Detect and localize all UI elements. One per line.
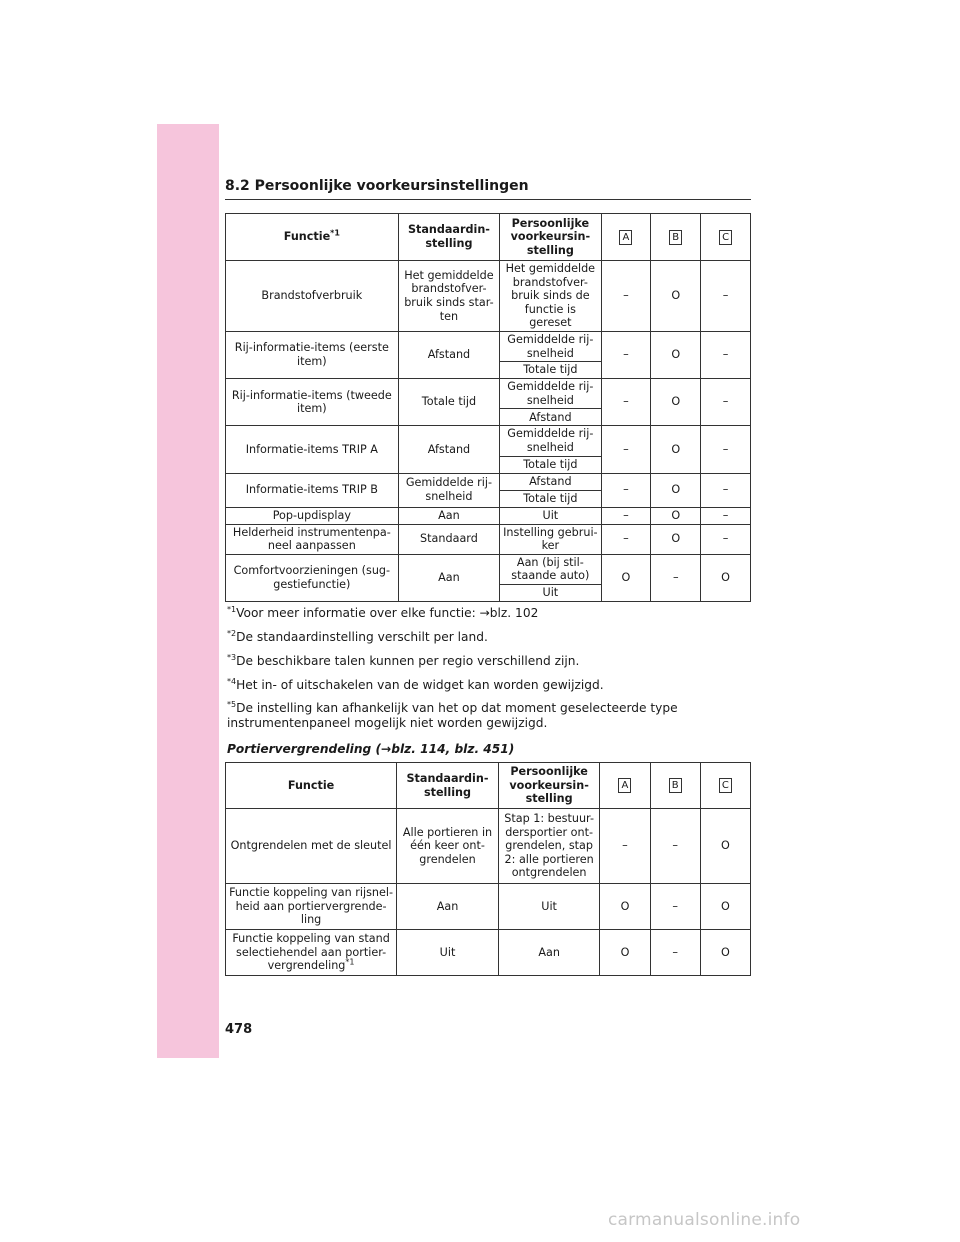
footnote: $^{*4}$Het in- of uitschakelen van de widget kan worden gewijzigd. bbox=[227, 676, 604, 692]
cell-a: – bbox=[601, 524, 651, 554]
cell-functie: Ontgrendelen met de sleutel bbox=[226, 809, 397, 884]
pink-sidebar bbox=[157, 124, 219, 1058]
cell-standaard: Het gemiddelde brandstofver-bruik sinds star-ten bbox=[398, 261, 500, 332]
cell-functie: Functie koppeling van stand selectiehendel aan portier-vergrendeling$^{*1}$ bbox=[226, 930, 397, 976]
cell-a: – bbox=[601, 331, 651, 378]
cell-persoonlijk-alt: Afstand bbox=[500, 409, 601, 426]
cell-a: – bbox=[601, 261, 651, 332]
cell-a: – bbox=[601, 507, 651, 524]
cell-functie: Helderheid instrumentenpa-neel aanpassen bbox=[226, 524, 399, 554]
cell-persoonlijk: Stap 1: bestuur-dersportier ont-grendelen, stap 2: alle portieren ontgrendelen bbox=[498, 809, 600, 884]
cell-b: O bbox=[651, 426, 701, 473]
cell-standaard: Afstand bbox=[398, 426, 500, 473]
table-header-row bbox=[226, 763, 751, 809]
cell-persoonlijk-alt: Totale tijd bbox=[500, 490, 601, 507]
cell-b: – bbox=[650, 930, 700, 976]
table-row bbox=[226, 930, 751, 976]
page-number: 478 bbox=[225, 1022, 253, 1037]
table-row bbox=[226, 261, 751, 332]
cell-c: – bbox=[701, 379, 751, 426]
header-a bbox=[601, 214, 651, 261]
footnote: $^{*1}$Voor meer informatie over elke functie: →blz. 102 bbox=[227, 604, 539, 620]
cell-standaard: Standaard bbox=[398, 524, 500, 554]
cell-persoonlijk: Afstand bbox=[500, 473, 601, 490]
table-row bbox=[226, 331, 751, 361]
cell-persoonlijk-alt: Totale tijd bbox=[500, 362, 601, 379]
cell-c: O bbox=[700, 809, 750, 884]
box-letter-c: C bbox=[719, 778, 732, 793]
door-lock-table bbox=[225, 762, 751, 976]
footnote: $^{*3}$De beschikbare talen kunnen per regio verschillend zijn. bbox=[227, 652, 580, 668]
cell-persoonlijk: Uit bbox=[498, 884, 600, 930]
header-a bbox=[600, 763, 650, 809]
footnote: $^{*2}$De standaardinstelling verschilt per land. bbox=[227, 628, 488, 644]
cell-b: O bbox=[651, 473, 701, 507]
box-letter-c: C bbox=[719, 230, 732, 245]
cell-b: – bbox=[650, 809, 700, 884]
table-row bbox=[226, 507, 751, 524]
cell-a: O bbox=[600, 930, 650, 976]
table-header-row bbox=[226, 214, 751, 261]
cell-c: – bbox=[701, 473, 751, 507]
cell-persoonlijk: Uit bbox=[500, 507, 601, 524]
table-row bbox=[226, 379, 751, 409]
table-row bbox=[226, 884, 751, 930]
cell-standaard: Aan bbox=[398, 507, 500, 524]
table-row bbox=[226, 554, 751, 584]
cell-c: O bbox=[700, 884, 750, 930]
cell-persoonlijk: Gemiddelde rij-snelheid bbox=[500, 379, 601, 409]
cell-functie: Rij-informatie-items (tweede item) bbox=[226, 379, 399, 426]
box-letter-a: A bbox=[618, 778, 631, 793]
box-letter-b: B bbox=[669, 230, 682, 245]
cell-persoonlijk-alt: Totale tijd bbox=[500, 456, 601, 473]
cell-standaard: Aan bbox=[397, 884, 499, 930]
header-functie: Functie$^{*1}$ bbox=[226, 214, 399, 261]
cell-standaard: Gemiddelde rij-snelheid bbox=[398, 473, 500, 507]
cell-functie: Brandstofverbruik bbox=[226, 261, 399, 332]
header-b bbox=[650, 763, 700, 809]
header-b bbox=[651, 214, 701, 261]
cell-b: O bbox=[651, 524, 701, 554]
cell-persoonlijk: Aan bbox=[498, 930, 600, 976]
cell-a: – bbox=[601, 426, 651, 473]
header-c bbox=[700, 763, 750, 809]
cell-standaard: Alle portieren in één keer ont-grendelen bbox=[397, 809, 499, 884]
footnote: $^{*5}$De instelling kan afhankelijk van het op dat moment geselecteerde type instrumentenpaneel mogelijk niet worden gewijzigd. bbox=[227, 699, 678, 730]
subheading-portiervergrendeling: Portiervergrendeling (→blz. 114, blz. 451) bbox=[227, 742, 515, 756]
header-functie: Functie bbox=[226, 763, 397, 809]
table-row bbox=[226, 809, 751, 884]
cell-standaard: Aan bbox=[398, 554, 500, 601]
header-c bbox=[701, 214, 751, 261]
cell-c: – bbox=[701, 524, 751, 554]
cell-a: – bbox=[600, 809, 650, 884]
box-letter-a: A bbox=[619, 230, 632, 245]
cell-a: O bbox=[600, 884, 650, 930]
cell-persoonlijk: Aan (bij stil-staande auto) bbox=[500, 554, 601, 584]
cell-c: – bbox=[701, 426, 751, 473]
cell-persoonlijk: Het gemiddelde brandstofver-bruik sinds de functie is gereset bbox=[500, 261, 601, 332]
header-persoonlijk: Persoonlijke voorkeursin-stelling bbox=[498, 763, 600, 809]
settings-table bbox=[225, 213, 751, 602]
cell-functie: Informatie-items TRIP A bbox=[226, 426, 399, 473]
box-letter-b: B bbox=[669, 778, 682, 793]
cell-c: – bbox=[701, 261, 751, 332]
table-row bbox=[226, 426, 751, 456]
cell-standaard: Totale tijd bbox=[398, 379, 500, 426]
cell-persoonlijk-alt: Uit bbox=[500, 584, 601, 601]
cell-c: O bbox=[701, 554, 751, 601]
cell-persoonlijk: Gemiddelde rij-snelheid bbox=[500, 331, 601, 361]
table-row bbox=[226, 473, 751, 490]
section-divider bbox=[225, 199, 751, 200]
cell-a: – bbox=[601, 473, 651, 507]
cell-functie: Comfortvoorzieningen (sug-gestiefunctie) bbox=[226, 554, 399, 601]
cell-b: O bbox=[651, 331, 701, 378]
header-standaard: Standaardin-stelling bbox=[397, 763, 499, 809]
header-persoonlijk: Persoonlijke voorkeursin-stelling bbox=[500, 214, 601, 261]
cell-b: – bbox=[651, 554, 701, 601]
section-title: 8.2 Persoonlijke voorkeursinstellingen bbox=[225, 178, 529, 194]
cell-functie: Pop-updisplay bbox=[226, 507, 399, 524]
cell-b: – bbox=[650, 884, 700, 930]
cell-a: O bbox=[601, 554, 651, 601]
cell-standaard: Uit bbox=[397, 930, 499, 976]
cell-standaard: Afstand bbox=[398, 331, 500, 378]
cell-a: – bbox=[601, 379, 651, 426]
cell-c: – bbox=[701, 331, 751, 378]
header-standaard: Standaardin-stelling bbox=[398, 214, 500, 261]
table-row bbox=[226, 524, 751, 554]
cell-functie: Rij-informatie-items (eerste item) bbox=[226, 331, 399, 378]
cell-persoonlijk: Instelling gebrui-ker bbox=[500, 524, 601, 554]
cell-b: O bbox=[651, 507, 701, 524]
cell-functie: Functie koppeling van rijsnel-heid aan portiervergrende-ling bbox=[226, 884, 397, 930]
cell-c: – bbox=[701, 507, 751, 524]
cell-functie: Informatie-items TRIP B bbox=[226, 473, 399, 507]
watermark: carmanualsonline.info bbox=[608, 1210, 801, 1230]
cell-persoonlijk: Gemiddelde rij-snelheid bbox=[500, 426, 601, 456]
cell-c: O bbox=[700, 930, 750, 976]
cell-b: O bbox=[651, 379, 701, 426]
cell-b: O bbox=[651, 261, 701, 332]
